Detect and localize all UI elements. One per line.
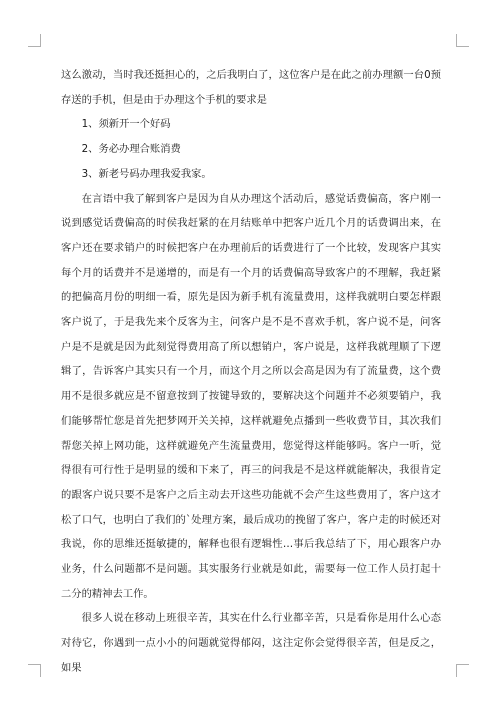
continuation-paragraph: 这么激动，当时我还挺担心的，之后我明白了，这位客户是在此之前办理额一台0预存送的手机，但是由于办理这个手机的要求是 <box>61 69 441 106</box>
list-item-3: 3、新老号码办理我爱我家。 <box>81 167 212 180</box>
list-item-2: 2、务必办理合账消费 <box>81 143 181 156</box>
list-item-1: 1、须新开一个好码 <box>81 118 171 131</box>
document-body <box>61 63 441 681</box>
crop-mark-bottom-right <box>456 664 469 677</box>
body-paragraph-customer-story: 在言语中我了解到客户是因为自从办理这个活动后，感觉话费偏高，客户刚一说到感觉话费偏高的时侯我赶紧的在月结账单中把客户近几个月的话费调出来，在客户还在要求销户的时候把客户在办理前后的话费进行了一个比较，发现客户其实每个月的话费并不是递增的，而是有一个月的话费偏高导致客户的不理解，我赶紧的把偏高月份的明细一看，原先是因为新手机有流量费用，这样我就明白要怎样跟客户说了，于是我先来个反客为主，问客户是不是不喜欢手机，客户说不是，问客户是不是就是因为此刻觉得费用高了所以想销户，客户说是，这样我就理顺了下逻辑了，告诉客户其实只有一个月，而这个月之所以会高是因为有了流量费，这个费用不是很多就应是不留意按到了按键导致的，要解决这个问题并不必须要销户，我们能够帮忙您是首先把梦网开关关掉，这样就避免点播到一些收费节目，其次我们帮您关掉上网功能，这样就避免产生流量费用，您觉得这样能够吗。客户一听，觉得很有可行性于是明显的缓和下来了，再三的问我是不是这样就能解决，我很肯定的跟客户说只要不是客户之后主动去开这些功能就不会产生这些费用了，客户这才松了口气，也明白了我们的`处理方案，最后成功的挽留了客户，客户走的时候还对我说，你的思维还挺敏捷的，解释也很有逻辑性…事后我总结了下，用心跟客户办业务，什么问题都不是问题。其实服务行业就是如此，需要每一位工作人员打起十二分的精神去工作。 <box>61 192 441 600</box>
crop-mark-top-left <box>28 34 41 47</box>
body-paragraph-work-attitude: 很多人说在移动上班很辛苦，其实在什么行业都辛苦，只是看你是用什么心态对待它，你遇到一点小小的问题就觉得郁闷，这注定你会觉得很辛苦，但是反之，如果 <box>61 612 441 674</box>
crop-mark-bottom-left <box>28 664 41 677</box>
crop-mark-top-right <box>456 34 469 47</box>
